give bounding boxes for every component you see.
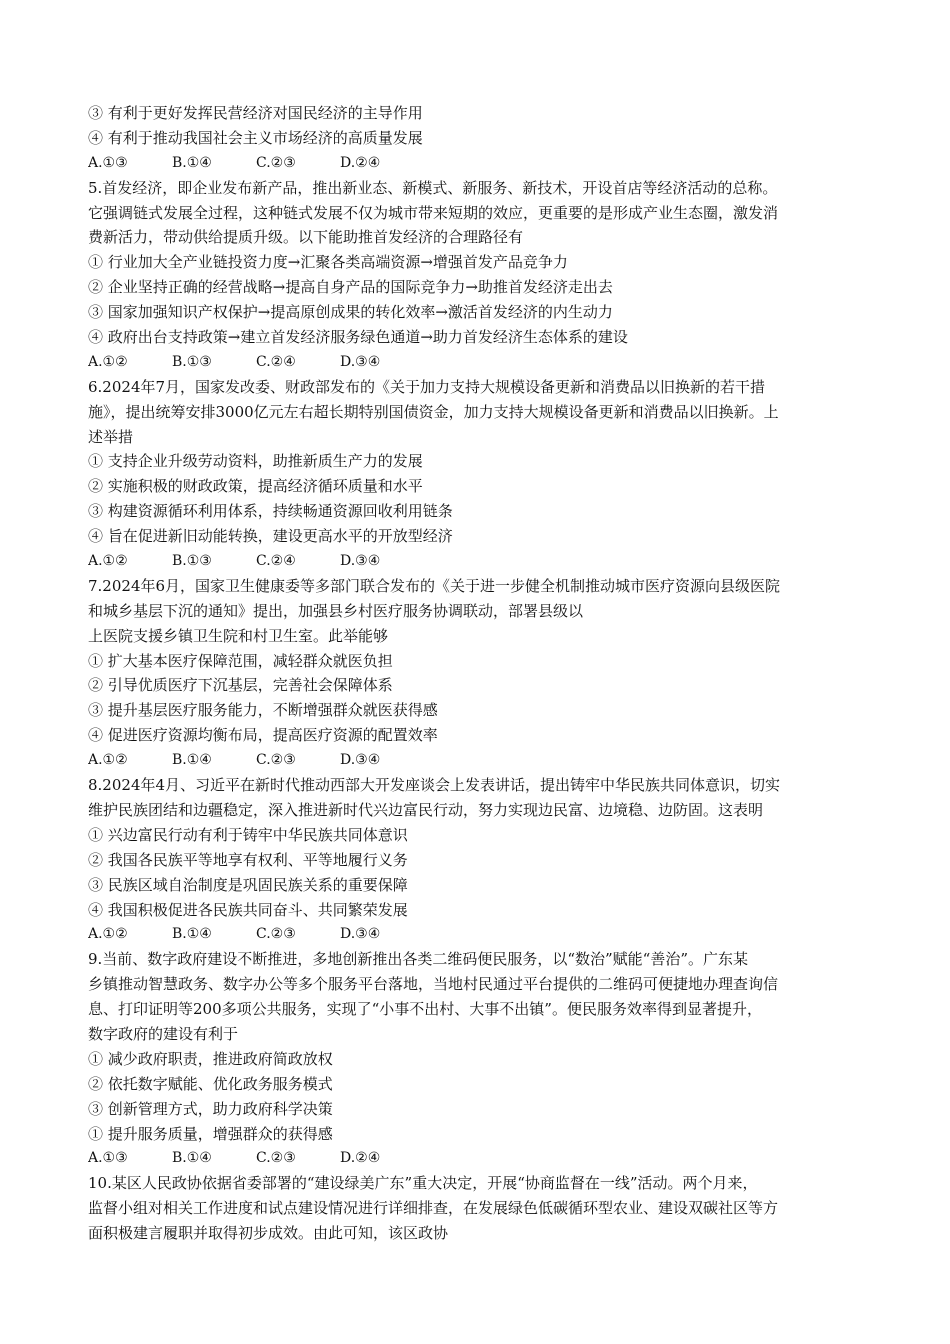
question-stem-line: 它强调链式发展全过程，这种链式发展不仅为城市带来短期的效应，更重要的是形成产业生态圈，激发消 <box>88 203 779 222</box>
question-stem-line: 8.2024年4月、习近平在新时代推动西部大开发座谈会上发表讲话，提出铸牢中华民族共同体意识，切实 <box>88 776 781 795</box>
choice-d[interactable]: D.③④ <box>340 926 381 943</box>
option-line: ② 企业坚持正确的经营战略→提高自身产品的国际竞争力→助推首发经济走出去 <box>88 278 613 297</box>
choice-c[interactable]: C.②③ <box>256 1150 296 1167</box>
choice-a[interactable]: A.①② <box>88 553 128 570</box>
option-line: ③ 国家加强知识产权保护→提高原创成果的转化效率→激活首发经济的内生动力 <box>88 303 613 322</box>
exam-page <box>88 101 878 1246</box>
choice-c[interactable]: C.②③ <box>256 752 296 769</box>
choice-d[interactable]: D.③④ <box>340 752 381 769</box>
choice-d[interactable]: D.③④ <box>340 553 381 570</box>
question-4-choices <box>88 151 878 176</box>
option-line: ③ 构建资源循环利用体系，持续畅通资源回收利用链条 <box>88 502 453 521</box>
question-8-choices <box>88 922 878 947</box>
option-line: ② 我国各民族平等地享有权利、平等地履行义务 <box>88 850 408 869</box>
option-line: ① 提升服务质量，增强群众的获得感 <box>88 1124 333 1143</box>
choice-c[interactable]: C.②③ <box>256 926 296 943</box>
question-stem-line: 9.当前、数字政府建设不断推进，多地创新推出各类二维码便民服务，以“数治”赋能“善治”。广东某 <box>88 950 748 969</box>
question-stem-line: 施》，提出统筹安排3000亿元左右超长期特别国债资金，加力支持大规模设备更新和消费品以旧换新。上 <box>88 402 779 421</box>
option-line: ② 依托数字赋能、优化政务服务模式 <box>88 1074 333 1093</box>
option-line: ① 扩大基本医疗保障范围，减轻群众就医负担 <box>88 651 393 670</box>
question-stem-line: 上医院支援乡镇卫生院和村卫生室。此举能够 <box>88 626 389 645</box>
choice-b[interactable]: B.①③ <box>172 553 212 570</box>
question-7 <box>88 574 878 773</box>
question-9 <box>88 947 878 1171</box>
option-line: ③ 创新管理方式，助力政府科学决策 <box>88 1099 333 1118</box>
option-line: ③ 有利于更好发挥民营经济对国民经济的主导作用 <box>88 104 423 122</box>
option-line: ④ 促进医疗资源均衡布局，提高医疗资源的配置效率 <box>88 726 438 745</box>
question-4-options <box>88 101 878 151</box>
question-7-choices <box>88 748 878 773</box>
question-5 <box>88 176 878 375</box>
option-line: ④ 有利于推动我国社会主义市场经济的高质量发展 <box>88 128 423 147</box>
choice-c[interactable]: C.②④ <box>256 553 296 570</box>
choice-a[interactable]: A.①② <box>88 926 128 943</box>
option-line: ② 实施积极的财政政策，提高经济循环质量和水平 <box>88 477 423 496</box>
choice-b[interactable]: B.①④ <box>172 1150 212 1167</box>
option-line: ① 支持企业升级劳动资料，助推新质生产力的发展 <box>88 452 423 471</box>
option-line: ① 减少政府职责，推进政府简政放权 <box>88 1049 333 1068</box>
choice-d[interactable]: D.②④ <box>340 1150 381 1167</box>
choice-d[interactable]: D.②④ <box>340 154 381 171</box>
option-line: ③ 提升基层医疗服务能力，不断增强群众就医获得感 <box>88 701 438 720</box>
question-stem-line: 面积极建言履职并取得初步成效。由此可知，该区政协 <box>88 1224 449 1243</box>
question-8 <box>88 773 878 947</box>
choice-b[interactable]: B.①④ <box>172 926 212 943</box>
question-6-choices <box>88 549 878 574</box>
question-stem-line: 10.某区人民政协依据省委部署的“建设绿美广东”重大决定，开展“协商监督在一线”活动。两个月来， <box>88 1174 758 1193</box>
question-6 <box>88 375 878 574</box>
question-5-choices <box>88 350 878 375</box>
choice-d[interactable]: D.③④ <box>340 353 381 370</box>
choice-a[interactable]: A.①② <box>88 752 128 769</box>
choice-a[interactable]: A.①③ <box>88 1150 128 1167</box>
option-line: ③ 民族区域自治制度是巩固民族关系的重要保障 <box>88 875 408 894</box>
question-stem-line: 5.首发经济，即企业发布新产品，推出新业态、新模式、新服务、新技术，开设首店等经济活动的总称。 <box>88 178 778 197</box>
option-line: ① 行业加大全产业链投资力度→汇聚各类高端资源→增强首发产品竞争力 <box>88 253 568 272</box>
option-line: ④ 政府出台支持政策→建立首发经济服务绿色通道→助力首发经济生态体系的建设 <box>88 328 628 347</box>
question-stem-line: 费新活力，带动供给提质升级。以下能助推首发经济的合理路径有 <box>88 228 524 247</box>
choice-b[interactable]: B.①④ <box>172 752 212 769</box>
choice-b[interactable]: B.①④ <box>172 154 212 171</box>
question-stem-line: 维护民族团结和边疆稳定，深入推进新时代兴边富民行动，努力实现边民富、边境稳、边防固。这表明 <box>88 800 764 819</box>
option-line: ④ 旨在促进新旧动能转换，建设更高水平的开放型经济 <box>88 527 453 546</box>
question-stem-line: 6.2024年7月，国家发改委、财政部发布的《关于加力支持大规模设备更新和消费品以旧换新的若干措 <box>88 377 766 396</box>
question-10 <box>88 1171 878 1246</box>
question-stem-line: 数字政府的建设有利于 <box>88 1024 239 1043</box>
option-line: ① 兴边富民行动有利于铸牢中华民族共同体意识 <box>88 825 408 844</box>
choice-b[interactable]: B.①③ <box>172 353 212 370</box>
question-stem-line: 和城乡基层下沉的通知》提出，加强县乡村医疗服务协调联动，部署县级以 <box>88 601 584 620</box>
option-line: ② 引导优质医疗下沉基层，完善社会保障体系 <box>88 676 393 695</box>
choice-c[interactable]: C.②③ <box>256 154 296 171</box>
choice-c[interactable]: C.②④ <box>256 353 296 370</box>
question-stem-line: 乡镇推动智慧政务、数字办公等多个服务平台落地，当地村民通过平台提供的二维码可便捷地办理查询信 <box>88 975 779 994</box>
choice-a[interactable]: A.①② <box>88 353 128 370</box>
question-stem-line: 7.2024年6月，国家卫生健康委等多部门联合发布的《关于进一步健全机制推动城市医疗资源向县级医院 <box>88 576 781 595</box>
option-line: ④ 我国积极促进各民族共同奋斗、共同繁荣发展 <box>88 900 408 919</box>
choice-a[interactable]: A.①③ <box>88 154 128 171</box>
question-stem-line: 息、打印证明等200多项公共服务，实现了“小事不出村、大事不出镇”。便民服务效率得到显著提升， <box>88 1000 762 1019</box>
question-9-choices <box>88 1146 878 1171</box>
question-stem-line: 述举措 <box>88 427 134 446</box>
question-stem-line: 监督小组对相关工作进度和试点建设情况进行详细排查，在发展绿色低碳循环型农业、建设双碳社区等方 <box>88 1199 779 1218</box>
